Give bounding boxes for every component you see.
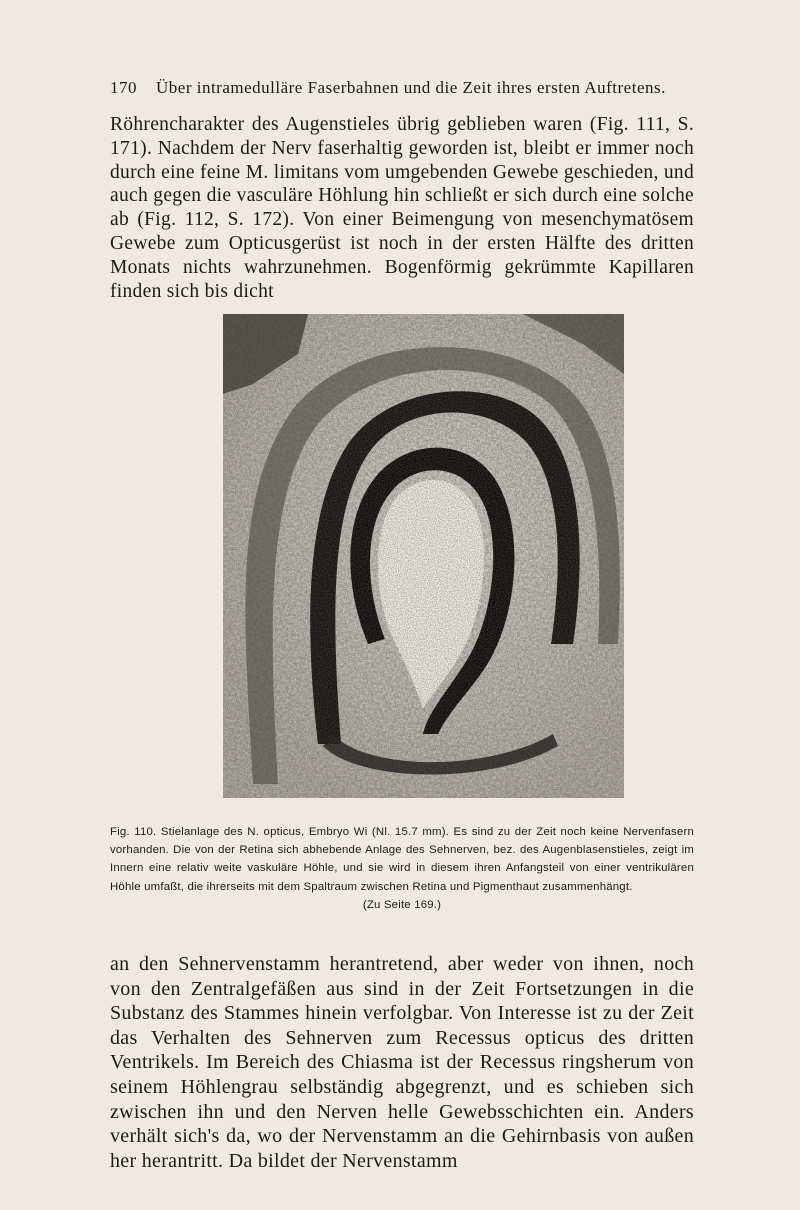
paragraph-bottom-text: an den Sehnervenstamm herantretend, aber weder von ihnen, noch von den Zentralgefäßen aus sind in der Zeit Fortsetzungen in die Substanz des Stammes hinein verfolgbar. Von Interesse ist zu der Zeit das Verhalten des Sehnerven zum Recessus opticus des dritten Ventrikels. Im Bereich des Chiasma ist der Recessus ringsherum von seinem Höhlengrau selbständig abgegrenzt, und es schieben sich zwischen ihn und den Nerven helle Gewebsschichten ein. Anders verhält sich's da, wo der Nervenstamm an die Gehirnbasis von außen her herantritt. Da bildet der Nervenstamm: [110, 953, 694, 1172]
paragraph-top: [110, 113, 694, 303]
page-number: 170: [110, 78, 137, 97]
running-title: Über intramedulläre Faserbahnen und die Zeit ihres ersten Auftretens.: [156, 78, 666, 97]
paragraph-top-text: Röhrencharakter des Augenstieles übrig geblieben waren (Fig. 111, S. 171). Nachdem der Nerv faserhaltig geworden ist, bleibt er immer noch durch eine feine M. limitans vom umgebenden Gewebe geschieden, und auch gegen die vasculäre Höhlung hin schließt er sich durch eine solche ab (Fig. 112, S. 172). Von einer Beimengung von mesenchymatösem Gewebe zum Opticusgerüst ist noch in der ersten Hälfte des dritten Monats nichts wahrzunehmen. Bogenförmig gekrümmte Kapillaren finden sich bis dicht: [110, 114, 694, 302]
figure-caption: [110, 823, 694, 914]
paragraph-bottom: [110, 952, 694, 1173]
optic-stalk-micrograph: [223, 314, 624, 798]
micrograph-figure: [223, 314, 624, 798]
figure-caption-text: Fig. 110. Stielanlage des N. opticus, Embryo Wi (Nl. 15.7 mm). Es sind zu der Zeit noch keine Nervenfasern vorhanden. Die von der Retina sich abhebende Anlage des Sehnerven, bez. des Augenblasenstieles, zeigt im Innern eine relativ weite vaskuläre Höhle, und sie wird in diesem ihren Anfangsteil von einer ventrikulären Höhle umfaßt, die ihrerseits mit dem Spaltraum zwischen Retina und Pigmenthaut zusammenhängt.: [110, 826, 694, 893]
running-head: [110, 78, 690, 98]
figure-caption-reference: (Zu Seite 169.): [362, 898, 442, 911]
